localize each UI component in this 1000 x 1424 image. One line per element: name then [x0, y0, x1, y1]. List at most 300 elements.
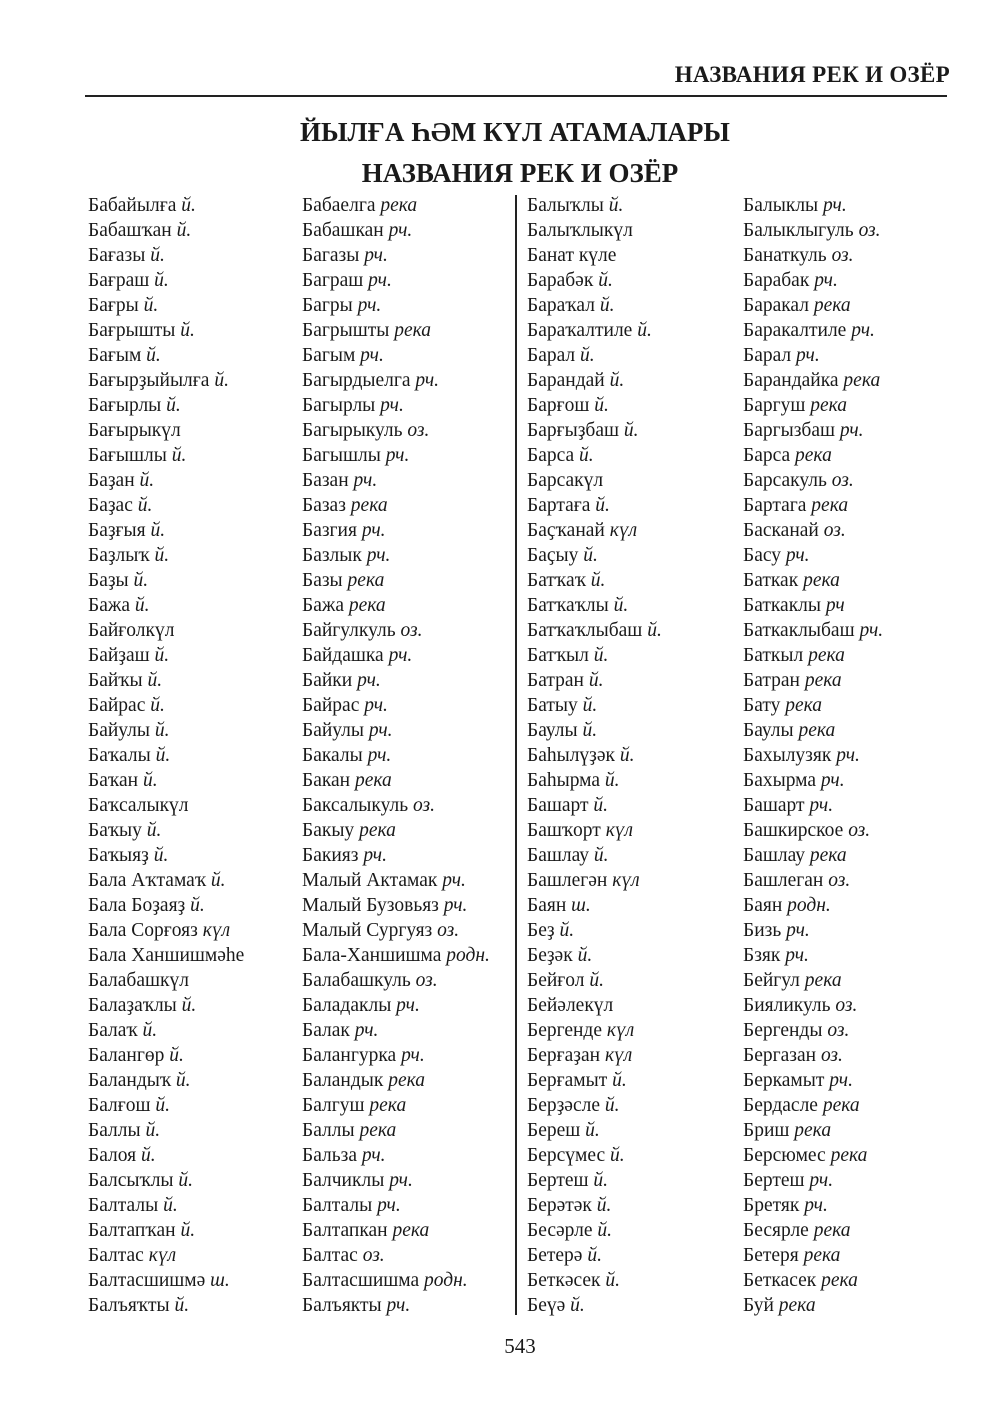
entry-type: й. [587, 1245, 602, 1266]
entry [527, 1243, 662, 1268]
entry-name: Берғамыт [527, 1070, 608, 1091]
entry-type: й. [619, 745, 635, 766]
entry-name: Бараҡалтиле [527, 320, 633, 341]
entry [88, 1018, 244, 1043]
entry-name: Берсюмес [743, 1145, 826, 1166]
entry-name: Балыклы [743, 195, 819, 216]
entry-name: Баһырма [527, 770, 601, 791]
entry [743, 1218, 883, 1243]
entry-name: Баян [527, 895, 567, 916]
entry-type: оз. [820, 1045, 843, 1066]
entry-type: күл [202, 920, 231, 941]
entry-name: Баҡан [88, 770, 139, 791]
entry [743, 868, 883, 893]
header-rule [85, 95, 947, 97]
entry-type: й. [147, 670, 163, 691]
entry-type: й. [579, 445, 594, 466]
entry [302, 518, 490, 543]
entry [527, 268, 662, 293]
entry [302, 568, 490, 593]
entry-type: оз. [828, 870, 851, 891]
entry-type: рч. [443, 895, 468, 916]
entry-type: река [804, 670, 842, 691]
entry [527, 1193, 662, 1218]
entry [88, 1268, 244, 1293]
entry-name: Бағым [88, 345, 142, 366]
entry-name: Баткаклы [743, 595, 822, 616]
entry [527, 543, 662, 568]
entry [302, 1068, 490, 1093]
entry [302, 543, 490, 568]
entry-name: Баһылүҙәк [527, 745, 616, 766]
entry-name: Беҙәк [527, 945, 573, 966]
entry [527, 693, 662, 718]
entry-type: й. [146, 820, 162, 841]
entry-name: Балаҡ [88, 1020, 138, 1041]
entry-name: Бакалы [302, 745, 363, 766]
entry-name: Багым [302, 345, 356, 366]
entry-name: Баҡыу [88, 820, 142, 841]
entry [302, 1143, 490, 1168]
entry-name: Басу [743, 545, 782, 566]
entry-type: рч. [361, 1145, 386, 1166]
entry-name: Балабашкүл [88, 970, 189, 991]
entry-name: Багышлы [302, 445, 381, 466]
entry [302, 1193, 490, 1218]
entry [88, 943, 244, 968]
entry-type: ш. [571, 895, 591, 916]
entry [527, 243, 662, 268]
entry-type: река [350, 495, 388, 516]
entry [527, 1168, 662, 1193]
entry-type: рч. [859, 620, 884, 641]
entry [527, 1118, 662, 1143]
entry [302, 1218, 490, 1243]
entry-type: й. [608, 195, 624, 216]
entry-name: Балоя [88, 1145, 137, 1166]
entry-type: й. [145, 1120, 161, 1141]
entry-name: Бартаға [527, 495, 591, 516]
entry [527, 668, 662, 693]
entry-name: Баулы [743, 720, 794, 741]
entry-name: Бабашҡан [88, 220, 172, 241]
entry [302, 418, 490, 443]
running-title: НАЗВАНИЯ РЕК И ОЗЁР [674, 62, 950, 87]
entry [302, 693, 490, 718]
entry-type: й. [171, 445, 187, 466]
entry [302, 1243, 490, 1268]
entry [302, 718, 490, 743]
entry [88, 468, 244, 493]
title-bashkir: ЙЫЛҒА ҺӘМ КҮЛ АТАМАЛАРЫ [300, 117, 730, 147]
entry-name: Беүә [527, 1295, 566, 1316]
entry-name: Бабаелга [302, 195, 376, 216]
entry-name: Багры [302, 295, 353, 316]
entry [88, 593, 244, 618]
entry-type: й. [166, 395, 181, 416]
entry [302, 818, 490, 843]
entry-name: Балтапҡан [88, 1220, 176, 1241]
entry [743, 1193, 883, 1218]
entry-name: Байғолкүл [88, 620, 175, 641]
entry-name: Бағраш [88, 270, 150, 291]
entry [527, 718, 662, 743]
entry [88, 693, 244, 718]
entry [527, 318, 662, 343]
entry-type: й. [142, 1020, 158, 1041]
entry [88, 293, 244, 318]
entry-type: оз. [415, 970, 438, 991]
entry-name: Бабайылға [88, 195, 177, 216]
entry [743, 518, 883, 543]
entry-type: рч. [809, 1170, 834, 1191]
entry-name: Балак [302, 1020, 350, 1041]
entry-name: Багырыкуль [302, 420, 403, 441]
entry-name: Барал [743, 345, 792, 366]
entry [527, 793, 662, 818]
entry-type: река [813, 295, 851, 316]
entry-name: Багазы [302, 245, 360, 266]
entry [302, 318, 490, 343]
entry-name: Баулы [527, 720, 578, 741]
entry [88, 1168, 244, 1193]
entry-name: Баргызбаш [743, 420, 835, 441]
entry [302, 618, 490, 643]
entry-type: й. [134, 595, 150, 616]
entry [88, 1068, 244, 1093]
entry [527, 193, 662, 218]
entry-type: күл [609, 520, 638, 541]
entry-type: река [392, 1220, 430, 1241]
entry-type: оз. [831, 470, 854, 491]
entry-name: Баҡсалыкүл [88, 795, 189, 816]
entry-name: Барса [743, 445, 791, 466]
entry [302, 1118, 490, 1143]
entry-type: күл [612, 870, 640, 891]
entry-type: река [795, 445, 832, 466]
entry [527, 518, 662, 543]
entry-type: река [810, 395, 848, 416]
entry-name: Бальза [302, 1145, 358, 1166]
entry-type: й. [604, 1095, 620, 1116]
entry-name: Баҙғыя [88, 520, 146, 541]
entry [743, 343, 883, 368]
entry-type: река [394, 320, 432, 341]
entry-type: рч. [386, 1295, 411, 1316]
entry-type: река [778, 1295, 816, 1316]
entry-name: Бараҡал [527, 295, 595, 316]
entry-name: Базы [302, 570, 343, 591]
entry-type: рч. [366, 545, 391, 566]
entry [743, 668, 883, 693]
entry-type: й. [137, 495, 153, 516]
entry-type: родн. [446, 945, 490, 966]
entry [743, 918, 883, 943]
entry [743, 243, 883, 268]
entry [88, 993, 244, 1018]
entry [302, 193, 490, 218]
entry [743, 1068, 883, 1093]
entry [302, 743, 490, 768]
entry-name: Балтасшишмә [88, 1270, 206, 1291]
entry [302, 468, 490, 493]
entry-type: й. [154, 645, 170, 666]
entry-type: рч. [796, 345, 820, 366]
entry-type: река [811, 495, 849, 516]
column-russian-left [302, 193, 490, 1318]
entry [88, 1118, 244, 1143]
entry-name: Бағырҙыйылға [88, 370, 210, 391]
entry-type: рч. [829, 1070, 853, 1091]
entry-type: рч. [820, 770, 845, 791]
entry [527, 1018, 662, 1043]
entry [743, 293, 883, 318]
entry [302, 1093, 490, 1118]
entry-name: Барабәк [527, 270, 594, 291]
entry-name: Башарт [527, 795, 589, 816]
entry-name: Балтапкан [302, 1220, 388, 1241]
entry [743, 493, 883, 518]
entry-name: Бағырлы [88, 395, 162, 416]
entry [527, 418, 662, 443]
entry [302, 1043, 490, 1068]
entry-type: река [809, 845, 847, 866]
entry [527, 893, 662, 918]
entry-name: Багырдыелга [302, 370, 411, 391]
entry-name: Байҙаш [88, 645, 150, 666]
entry-name: Байрас [88, 695, 146, 716]
entry-name: Бала-Ханшишма [302, 945, 442, 966]
entry [743, 1168, 883, 1193]
entry-name: Баҡалы [88, 745, 151, 766]
entry-name: Баткак [743, 570, 799, 591]
entry [743, 1268, 883, 1293]
entry-type: рч. [814, 270, 838, 291]
entry [302, 668, 490, 693]
entry-name: Бала Сорғояз [88, 920, 198, 941]
entry-name: Баландыҡ [88, 1070, 172, 1091]
entry-type: й. [150, 695, 165, 716]
entry-type: й. [139, 470, 155, 491]
entry [302, 443, 490, 468]
entry [88, 243, 244, 268]
entry-name: Барғош [527, 395, 590, 416]
entry-name: Беркамыт [743, 1070, 825, 1091]
entry [743, 268, 883, 293]
entry-name: Бажа [88, 595, 130, 616]
entry-name: Бала Боҙаяҙ [88, 895, 186, 916]
entry [88, 843, 244, 868]
entry [743, 1243, 883, 1268]
entry [743, 193, 883, 218]
entry-name: Бағышлы [88, 445, 167, 466]
entry-type: рч. [785, 545, 810, 566]
entry [527, 443, 662, 468]
entry [527, 618, 662, 643]
entry [302, 943, 490, 968]
entry-type: й. [175, 1070, 191, 1091]
entry [302, 993, 490, 1018]
entry-name: Барабак [743, 270, 810, 291]
entry-name: Барсакуль [743, 470, 827, 491]
entry [743, 693, 883, 718]
entry-type: рч. [388, 645, 413, 666]
entry-name: Бертеш [743, 1170, 805, 1191]
entry [743, 418, 883, 443]
entry-name: Балъякты [302, 1295, 382, 1316]
entry-name: Батҡаҡ [527, 570, 586, 591]
entry [527, 468, 662, 493]
entry-type: й. [143, 770, 158, 791]
entry-type: й. [590, 570, 606, 591]
entry-name: Беҙ [527, 920, 555, 941]
entry-type: оз. [400, 620, 423, 641]
entry-name: Башлегән [527, 870, 608, 891]
entry [743, 768, 883, 793]
entry-type: й. [577, 945, 593, 966]
entry-type: рч. [442, 870, 466, 891]
entry-type: й. [180, 1220, 196, 1241]
entry-type: рч. [364, 245, 388, 266]
entry-type: рч. [401, 1045, 425, 1066]
entry-name: Баллы [302, 1120, 355, 1141]
entry-name: Бартага [743, 495, 807, 516]
entry [527, 343, 662, 368]
column-divider [515, 195, 517, 1315]
entry-type: й. [596, 1195, 612, 1216]
entry-type: рч. [363, 845, 387, 866]
entry-type: й. [583, 545, 598, 566]
entry-name: Бағрышты [88, 320, 176, 341]
entry-type: й. [609, 370, 625, 391]
entry [302, 768, 490, 793]
entry [527, 993, 662, 1018]
entry-type: река [359, 820, 396, 841]
entry-type: оз. [827, 1020, 850, 1041]
entry-name: Бала Аҡтамаҡ [88, 870, 206, 891]
entry-type: река [794, 1120, 832, 1141]
entry [88, 493, 244, 518]
entry [743, 818, 883, 843]
entry [302, 243, 490, 268]
entry [743, 1293, 883, 1318]
entry-type: й. [593, 795, 609, 816]
entry-name: Балталы [302, 1195, 373, 1216]
entry-type: река [808, 645, 845, 666]
entry-type: родн. [787, 895, 831, 916]
entry-name: Баян [743, 895, 783, 916]
entry-type: река [813, 1220, 851, 1241]
entry [743, 318, 883, 343]
entry [743, 593, 883, 618]
entry-name: Баҙлыҡ [88, 545, 150, 566]
entry [743, 1018, 883, 1043]
entry [302, 268, 490, 293]
entry-name: Балъяҡты [88, 1295, 170, 1316]
entry [302, 343, 490, 368]
entry-name: Малый Актамак [302, 870, 438, 891]
entry [88, 668, 244, 693]
entry-type: река [785, 695, 823, 716]
entry [527, 1043, 662, 1068]
entry-type: рч. [377, 1195, 401, 1216]
entry-name: Байулы [302, 720, 365, 741]
entry [302, 893, 490, 918]
entry [88, 618, 244, 643]
entry-name: Базлык [302, 545, 362, 566]
entry [743, 1093, 883, 1118]
entry [88, 1243, 244, 1268]
entry-type: й. [593, 845, 609, 866]
entry-name: Баксалыкуль [302, 795, 409, 816]
entry [88, 1193, 244, 1218]
entry-type: рч. [380, 395, 404, 416]
entry-type: й. [155, 1095, 171, 1116]
entry-name: Бергенды [743, 1020, 823, 1041]
entry-name: Баҫыу [527, 545, 579, 566]
entry [527, 1068, 662, 1093]
entry-type: река [822, 1095, 860, 1116]
entry-type: й. [150, 520, 166, 541]
entry-type: й. [140, 1145, 156, 1166]
entry-type: й. [174, 1295, 190, 1316]
entry-name: Байҡы [88, 670, 143, 691]
entry-type: й. [582, 695, 598, 716]
entry-name: Бажа [302, 595, 344, 616]
entry [302, 918, 490, 943]
entry-type: күл [148, 1245, 177, 1266]
entry-type: река [804, 970, 842, 991]
entry-name: Баракалтиле [743, 320, 847, 341]
entry [302, 1018, 490, 1043]
entry [88, 368, 244, 393]
entry-name: Барса [527, 445, 575, 466]
entry-name: Байгулкуль [302, 620, 396, 641]
entry-name: Баладаклы [302, 995, 392, 1016]
entry-type: й. [595, 495, 610, 516]
entry-name: Барсакүл [527, 470, 604, 491]
entry [302, 293, 490, 318]
entry [527, 868, 662, 893]
entry-name: Башкирское [743, 820, 844, 841]
entry-name: Базгия [302, 520, 357, 541]
entry [527, 393, 662, 418]
entry [527, 818, 662, 843]
entry-name: Берсүмес [527, 1145, 606, 1166]
entry [302, 593, 490, 618]
entry [88, 768, 244, 793]
column-bashkir-left [88, 193, 244, 1318]
entry [743, 943, 883, 968]
entry-type: күл [605, 820, 634, 841]
entry [88, 818, 244, 843]
entry-type: река [355, 770, 392, 791]
entry-name: Баҡыяҙ [88, 845, 149, 866]
entry-type: рч. [836, 745, 860, 766]
entry [88, 568, 244, 593]
entry-name: Батран [527, 670, 584, 691]
entry-type: река [348, 595, 386, 616]
entry-name: Бетеря [743, 1245, 799, 1266]
entry [527, 218, 662, 243]
entry-name: Балыҡлы [527, 195, 604, 216]
entry-name: Балсыҡлы [88, 1170, 174, 1191]
entry-name: Береш [527, 1120, 581, 1141]
entry-type: й. [594, 395, 609, 416]
entry-type: й. [163, 1195, 178, 1216]
entry-name: Балтасшишма [302, 1270, 420, 1291]
entry [302, 643, 490, 668]
